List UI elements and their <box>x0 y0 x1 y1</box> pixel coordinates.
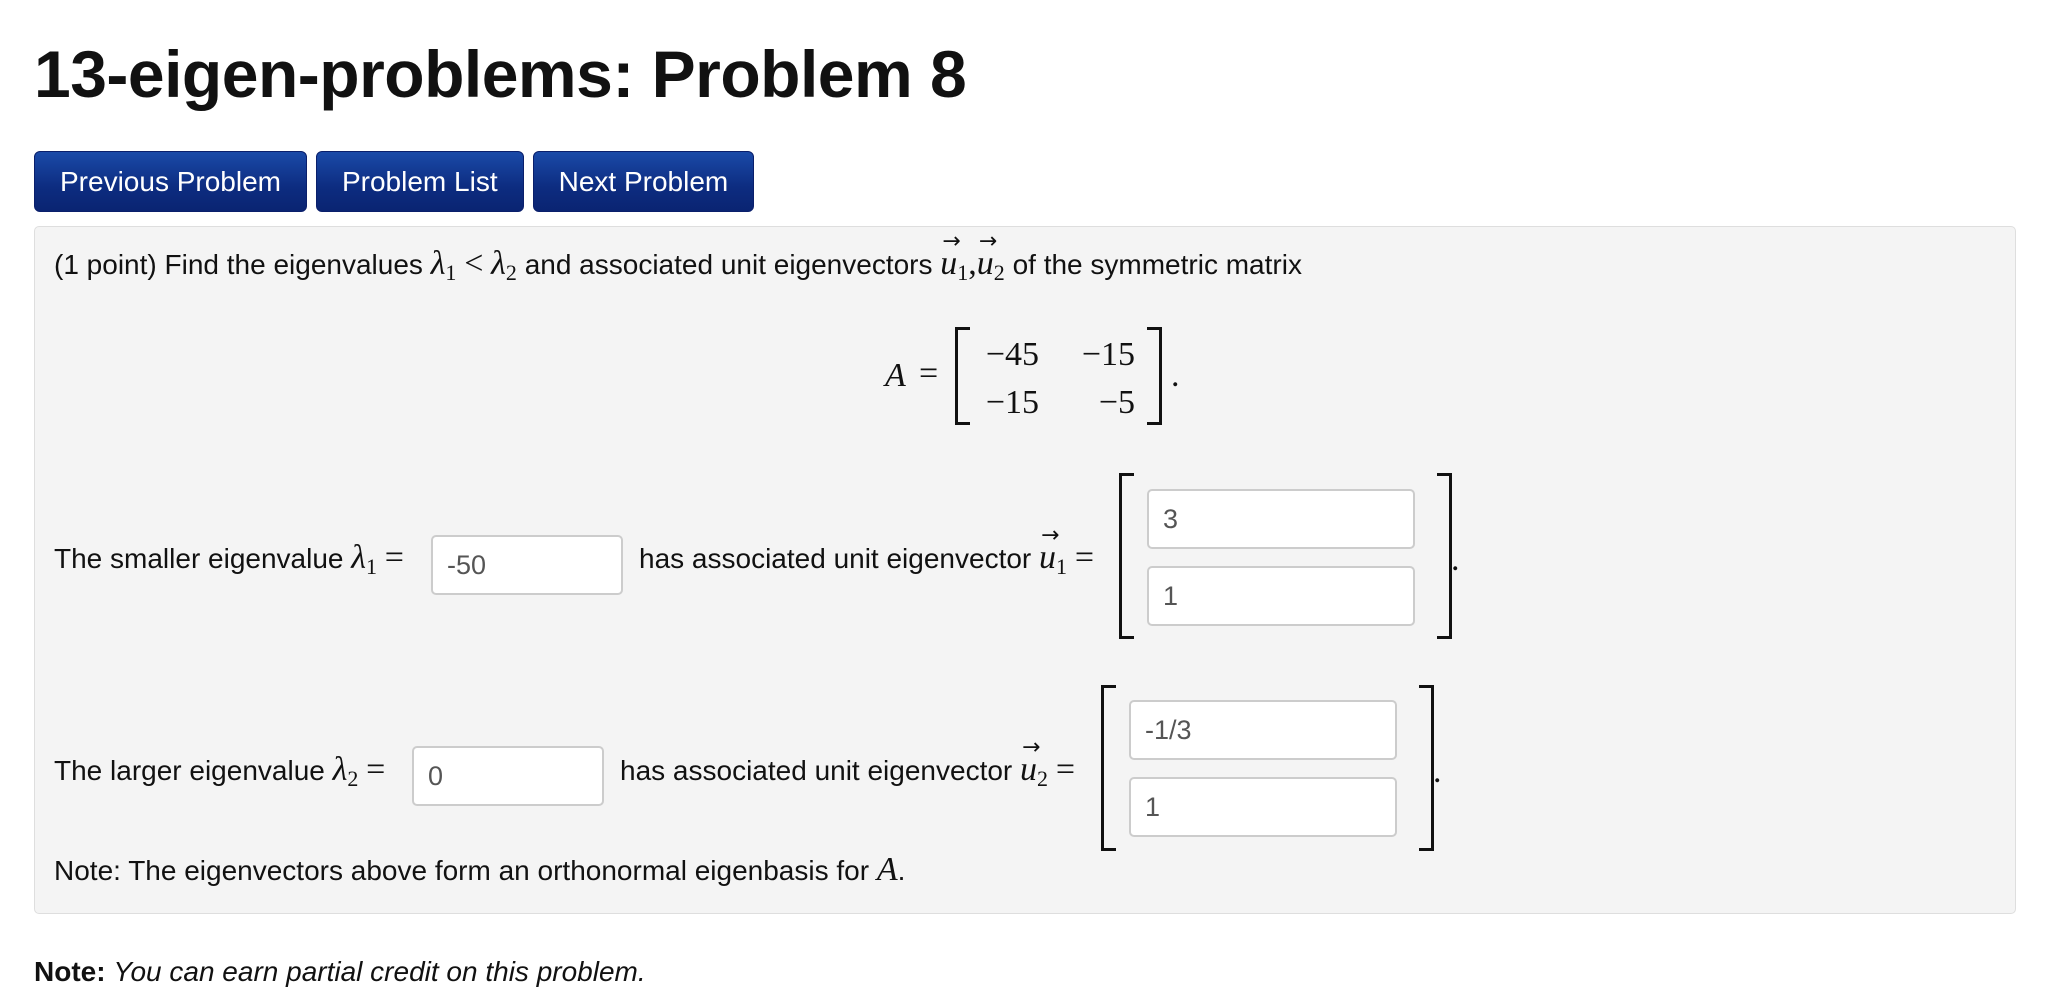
next-problem-button[interactable]: Next Problem <box>533 151 755 212</box>
note-label: Note: <box>34 956 106 987</box>
intro-post-text: of the symmetric matrix <box>1012 249 1302 280</box>
lambda-symbol: λ <box>351 539 367 576</box>
lambda1-input[interactable] <box>431 535 623 595</box>
matrix-a-symbol: A <box>885 357 906 394</box>
period: . <box>1433 753 1442 790</box>
equals-sign: = <box>1055 751 1075 788</box>
comma: , <box>968 245 977 282</box>
period: . <box>1451 541 1460 578</box>
row1-label-text: The smaller eigenvalue <box>54 543 344 574</box>
u1-component-1-input[interactable] <box>1147 489 1415 549</box>
equals-sign: = <box>366 751 386 788</box>
subscript: 1 <box>366 554 378 579</box>
matrix-left-bracket <box>955 327 970 425</box>
intro-pre-text: (1 point) Find the eigenvalues <box>54 249 423 280</box>
subscript: 1 <box>1056 554 1068 579</box>
vector2-left-bracket <box>1101 685 1116 851</box>
subscript: 2 <box>347 766 359 791</box>
intro-mid-text: and associated unit eigenvectors <box>524 249 933 280</box>
u2-component-2-input[interactable] <box>1129 777 1397 837</box>
matrix-cell: −45 <box>985 336 1039 373</box>
larger-eigenvalue-label <box>54 753 385 796</box>
lambda-symbol: λ <box>491 245 506 282</box>
u2-component-1-input[interactable] <box>1129 700 1397 760</box>
problem-list-button[interactable]: Problem List <box>316 151 524 212</box>
matrix-cell: −5 <box>1098 384 1135 421</box>
previous-problem-button[interactable]: Previous Problem <box>34 151 307 212</box>
matrix-right-bracket <box>1147 327 1162 425</box>
matrix-cell: −15 <box>1081 336 1135 373</box>
partial-credit-note <box>34 955 646 989</box>
orthonormal-note <box>54 853 905 888</box>
row2-label-text: The larger eigenvalue <box>54 755 325 786</box>
note-text: Note: The eigenvectors above form an orthonormal eigenbasis for <box>54 855 870 886</box>
page-title: 13-eigen-problems: Problem 8 <box>34 37 967 111</box>
eigvec-label-text: has associated unit eigenvector <box>639 543 1032 574</box>
vector-u-symbol: → u <box>977 247 994 281</box>
period: . <box>1171 357 1180 394</box>
eigvec-label-text: has associated unit eigenvector <box>620 755 1013 786</box>
vector1-right-bracket <box>1437 473 1452 639</box>
eigenvector1-label <box>639 541 1094 584</box>
subscript: 2 <box>993 260 1005 285</box>
matrix-display <box>885 327 1205 427</box>
equals-sign: = <box>1074 539 1094 576</box>
lambda-symbol: λ <box>332 751 348 788</box>
lambda2-input[interactable] <box>412 746 604 806</box>
lambda-symbol: λ <box>430 245 446 282</box>
vector-u-symbol: → u <box>1039 541 1056 575</box>
subscript: 2 <box>1037 766 1049 791</box>
vector-u-symbol: → u <box>940 247 957 281</box>
subscript: 1 <box>445 260 457 285</box>
matrix-a-symbol: A <box>876 851 898 888</box>
equals-sign: = <box>384 539 404 576</box>
subscript: 2 <box>505 260 517 285</box>
period: . <box>897 855 906 886</box>
smaller-eigenvalue-label <box>54 541 404 584</box>
subscript: 1 <box>957 260 969 285</box>
u1-component-2-input[interactable] <box>1147 566 1415 626</box>
equals-sign: = <box>919 355 939 392</box>
vector2-right-bracket <box>1419 685 1434 851</box>
less-than-sign: < <box>464 245 484 282</box>
problem-statement <box>54 247 1302 290</box>
matrix-cell: −15 <box>985 384 1039 421</box>
problem-body <box>34 226 2016 914</box>
vector1-left-bracket <box>1119 473 1134 639</box>
problem-navigation <box>34 151 754 212</box>
partial-credit-text: You can earn partial credit on this problem. <box>113 956 646 987</box>
vector-u-symbol: → u <box>1020 753 1037 787</box>
eigenvector2-label <box>620 753 1075 796</box>
